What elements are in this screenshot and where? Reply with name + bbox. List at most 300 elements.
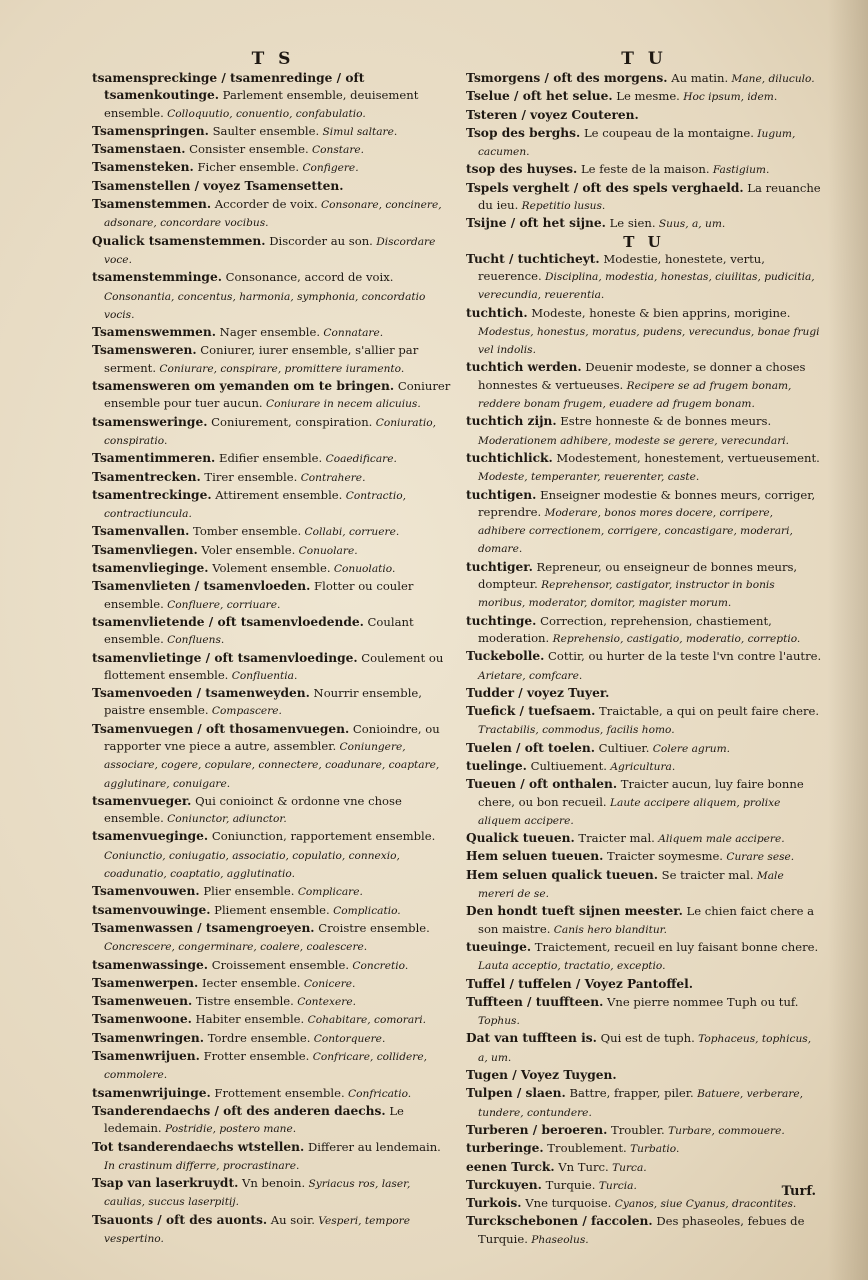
headword: Tsamentrecken. [92, 469, 201, 484]
latin-gloss: Confricatio. [344, 1087, 412, 1100]
french-gloss: Croistre ensemble. [314, 920, 430, 935]
dictionary-entry [466, 1177, 822, 1195]
latin-gloss: Complicatio. [329, 904, 401, 917]
latin-gloss: Cohabitare, comorari. [304, 1014, 426, 1027]
dictionary-entry [92, 902, 454, 920]
dictionary-entry [466, 758, 822, 776]
latin-gloss: Disciplina, modestia, honestas, ciuilitas, pudicitia, verecundia, reuerentia. [478, 270, 815, 302]
headword: Tspels verghelt / oft des spels verghaeld. [466, 180, 744, 195]
latin-gloss: Connatare. [320, 327, 384, 340]
headword: tuchtich werden. [466, 360, 582, 375]
headword: Tsmorgens / oft des morgens. [466, 71, 668, 85]
french-gloss: Cottir, ou hurter de la teste l'vn contre l'autre. [544, 649, 822, 664]
dictionary-entry [92, 1011, 454, 1029]
headword: tsamenvueger. [92, 793, 192, 808]
french-gloss: Attirement ensemble. [211, 487, 343, 502]
french-gloss: Vne turquoise. [521, 1196, 612, 1211]
dictionary-entry [466, 994, 822, 1031]
french-gloss: Estre honneste & de bonnes meurs. [556, 414, 772, 429]
headword: Tudder / voyez Tuyer. [466, 685, 610, 700]
dictionary-entry [92, 141, 454, 159]
french-gloss: Le feste de la maison. [577, 162, 710, 177]
dictionary-entry [466, 830, 822, 848]
latin-gloss: Mane, diluculo. [728, 73, 815, 85]
french-gloss: Qui est de tuph. [596, 1031, 695, 1046]
headword: Tsauonts / oft des auonts. [92, 1212, 268, 1227]
headword: tsop des huyses. [466, 162, 578, 177]
headword: Dat van tuffteen is. [466, 1031, 597, 1046]
headword: tsamenstemminge. [92, 270, 222, 285]
french-gloss: Consonance, accord de voix. [221, 270, 394, 285]
french-gloss: Flotter ou couler ensemble. [104, 579, 414, 611]
latin-gloss: In crastinum differre, procrastinare. [104, 1159, 300, 1172]
latin-gloss: Moderationem adhibere, modeste se gerere, verecundari. [478, 434, 790, 447]
dictionary-entry [466, 1213, 822, 1249]
latin-gloss: Conicere. [300, 977, 356, 990]
dictionary-entry [466, 215, 822, 233]
french-gloss: Accorder de voix. [211, 197, 318, 212]
headword: tuchtichlick. [466, 450, 553, 465]
dictionary-entry [466, 1122, 822, 1140]
dictionary-entry [92, 1030, 454, 1048]
french-gloss: Habiter ensemble. [191, 1012, 305, 1027]
dictionary-entry [92, 469, 454, 487]
french-gloss: Parlement ensemble, deuisement ensemble. [104, 88, 419, 120]
dictionary-entry [92, 196, 454, 233]
french-gloss: Coniurer, iurer ensemble, s'allier par serment. [104, 343, 419, 375]
dictionary-entry [466, 70, 822, 88]
french-gloss: Pliement ensemble. [210, 902, 330, 917]
headword: tsamentreckinge. [92, 487, 212, 502]
latin-gloss: Postridie, postero mane. [161, 1123, 297, 1136]
headword: Tsamenvouwen. [92, 884, 200, 899]
dictionary-entry [466, 613, 822, 649]
headword: Tugen / Voyez Tuygen. [466, 1068, 617, 1083]
latin-gloss: Reprehensor, castigator, instructor in bonis moribus, moderator, domitor, magister morum. [478, 579, 775, 610]
headword: Tselue / oft het selue. [466, 89, 613, 104]
french-gloss: Coniurer ensemble pour tuer aucun. [104, 379, 451, 411]
headword: Tsamenstaen. [92, 142, 186, 157]
headword: tsamenvouwinge. [92, 902, 211, 917]
latin-gloss: Compascere. [208, 705, 282, 718]
headword: tuchtiger. [466, 559, 533, 574]
dictionary-entry [466, 125, 822, 162]
latin-gloss: Conuolare. [295, 544, 358, 557]
dictionary-entry [466, 305, 822, 360]
dictionary-entry [92, 957, 454, 975]
headword: Turkois. [466, 1196, 522, 1211]
french-gloss: Coniunction, rapportement ensemble. [208, 829, 436, 844]
headword: Tuffel / tuffelen / Voyez Pantoffel. [466, 976, 694, 991]
latin-gloss: Reprehensio, castigatio, moderatio, correptio. [549, 632, 801, 645]
latin-gloss: Concretio. [349, 959, 409, 972]
headword: tuchtinge. [466, 613, 537, 628]
headword: Turckuyen. [466, 1177, 542, 1192]
latin-gloss: Complicare. [294, 886, 363, 899]
headword: tsamenspreckinge / tsamenredinge / oft tsamenkoutinge. [92, 71, 365, 103]
headword: Hem seluen tueuen. [466, 849, 604, 864]
dictionary-entry [466, 976, 822, 994]
french-gloss: Frotter ensemble. [199, 1049, 310, 1064]
dictionary-entry [92, 324, 454, 342]
dictionary-entry [466, 107, 822, 125]
latin-gloss: Modeste, temperanter, reuerenter, caste. [478, 471, 700, 484]
headword: Tsamensweren. [92, 343, 197, 358]
headword: turberinge. [466, 1141, 544, 1156]
dictionary-entry [92, 450, 454, 468]
dictionary-entry [92, 233, 454, 270]
headword: Hem seluen qualick tueuen. [466, 867, 658, 882]
dictionary-entry [466, 450, 822, 487]
dictionary-entry [466, 1159, 822, 1177]
headword: Tsamenvallen. [92, 524, 190, 539]
latin-gloss: Turca. [608, 1161, 647, 1174]
french-gloss: Edifier ensemble. [215, 451, 323, 466]
headword: Tsamenwrijuen. [92, 1049, 200, 1064]
french-gloss: Des phaseoles, febues de Turquie. [478, 1214, 805, 1246]
headword: Tsamenvliegen. [92, 542, 198, 557]
headword: tuelinge. [466, 758, 527, 773]
latin-gloss: Iugum, cacumen. [478, 127, 796, 159]
right-entries-after [466, 251, 822, 1249]
left-column [92, 48, 454, 1248]
latin-gloss: Repetitio lusus. [518, 200, 606, 213]
signature-left: T S [251, 49, 295, 69]
dictionary-entry [466, 703, 822, 740]
french-gloss: Discorder au son. [265, 233, 373, 248]
catchword: Turf. [781, 1184, 816, 1199]
headword: Tsamenvoeden / tsamenweyden. [92, 686, 310, 701]
latin-gloss: Moderare, bonos mores docere, corripere, adhibere correctionem, corrigere, concastigare, moderari, domare. [478, 506, 793, 556]
french-gloss: Traictement, recueil en luy faisant bonne chere. [531, 939, 819, 954]
latin-gloss: Configere. [299, 162, 359, 175]
french-gloss: Saulter ensemble. [208, 123, 320, 138]
headword: Turckschebonen / faccolen. [466, 1214, 653, 1229]
dictionary-entry [466, 180, 822, 216]
headword: tueuinge. [466, 939, 532, 954]
latin-gloss: Recipere se ad frugem bonam, reddere bonam frugem, euadere ad frugem bonam. [478, 379, 792, 411]
headword: Tucht / tuchticheyt. [466, 251, 600, 266]
latin-gloss: Aliquem male accipere. [654, 833, 785, 846]
french-gloss: Correction, reprehension, chastiement, moderation. [478, 613, 772, 645]
latin-gloss: Collabi, corruere. [301, 526, 400, 539]
french-gloss: Le ledemain. [104, 1103, 404, 1136]
headword: eenen Turck. [466, 1159, 555, 1174]
right-column [466, 48, 822, 1249]
dictionary-entry [466, 740, 822, 758]
french-gloss: Le coupeau de la montaigne. [580, 125, 754, 140]
french-gloss: Turquie. [541, 1177, 596, 1192]
dictionary-entry [466, 939, 822, 976]
dictionary-entry [92, 920, 454, 957]
french-gloss: Croissement ensemble. [208, 957, 350, 972]
french-gloss: Traicter soymesme. [603, 849, 723, 864]
french-gloss: Le sien. [605, 216, 656, 231]
left-entries [92, 70, 454, 1248]
dictionary-entry [92, 1175, 454, 1212]
dictionary-entry [466, 776, 822, 830]
french-gloss: Plier ensemble. [199, 884, 295, 899]
french-gloss: La reuanche du ieu. [478, 180, 821, 213]
latin-gloss: Consonantia, concentus, harmonia, symphonia, concordatio vocis. [104, 290, 426, 321]
french-gloss: Ficher ensemble. [193, 160, 300, 175]
headword: Tsamenwoone. [92, 1012, 192, 1027]
french-gloss: Vn benoin. [238, 1176, 306, 1191]
french-gloss: Consister ensemble. [185, 142, 309, 157]
latin-gloss: Coniungere, associare, cogere, copulare, connectere, coadunare, coaptare, agglutinare, conuigare. [104, 740, 440, 790]
latin-gloss: Coniuratio, conspiratio. [104, 416, 436, 447]
dictionary-entry [466, 903, 822, 939]
french-gloss: Tistre ensemble. [192, 994, 294, 1009]
headword: tsamensweringe. [92, 414, 208, 429]
headword: tuchtigen. [466, 487, 537, 502]
dictionary-entry [92, 123, 454, 141]
latin-gloss: Contorquere. [310, 1032, 386, 1045]
section-heading-tu: T U [623, 232, 665, 251]
dictionary-entry [92, 378, 454, 414]
headword: Tuckebolle. [466, 649, 545, 664]
latin-gloss: Turbatio. [626, 1143, 680, 1156]
latin-gloss: Coniurare in necem alicuius. [262, 398, 421, 411]
latin-gloss: Tophus. [478, 1015, 520, 1028]
latin-gloss: Turbare, commouere. [664, 1124, 785, 1137]
headword: Tsamenvlieten / tsamenvloeden. [92, 579, 311, 594]
headword: Tuefick / tuefsaem. [466, 704, 596, 719]
dictionary-entry [466, 413, 822, 450]
headword: tsamenwrijuinge. [92, 1085, 211, 1100]
latin-gloss: Constare. [308, 144, 365, 157]
latin-gloss: Contractio, contractiuncula. [104, 489, 406, 521]
dictionary-entry [92, 523, 454, 541]
french-gloss: Troublement. [543, 1141, 627, 1156]
dictionary-entry [466, 867, 822, 904]
dictionary-entry [92, 487, 454, 524]
dictionary-entry [466, 1030, 822, 1067]
headword: tsamenvlietinge / oft tsamenvloedinge. [92, 650, 358, 665]
dictionary-entry [466, 88, 822, 106]
latin-gloss: Coniunctor, adiunctor. [163, 813, 287, 826]
dictionary-entry [92, 993, 454, 1011]
headword: Tulpen / slaen. [466, 1086, 566, 1101]
french-gloss: Troubler. [607, 1122, 665, 1137]
latin-gloss: Laute accipere aliquem, prolixe aliquem accipere. [478, 796, 781, 827]
headword: Tsamentimmeren. [92, 451, 216, 466]
french-gloss: Vn Turc. [554, 1159, 609, 1174]
dictionary-entry [466, 1195, 822, 1213]
latin-gloss: Turcia. [595, 1179, 637, 1192]
french-gloss: Qui conioinct & ordonne vne chose ensemble. [104, 793, 402, 826]
headword: Tsamenstellen / voyez Tsamensetten. [92, 178, 344, 193]
dictionary-entry [466, 559, 822, 613]
latin-gloss: Hoc ipsum, idem. [679, 91, 778, 104]
latin-gloss: Suus, a, um. [655, 218, 726, 231]
latin-gloss: Fastigium. [709, 164, 770, 177]
headword: Qualick tsamenstemmen. [92, 233, 266, 248]
dictionary-entry [466, 648, 822, 685]
headword: Tsamenswemmen. [92, 325, 216, 340]
headword: Turberen / beroeren. [466, 1122, 608, 1137]
french-gloss: Traicter aucun, luy faire bonne chere, ou bon recueil. [478, 777, 804, 809]
french-gloss: Modeste, honeste & bien apprins, morigine. [527, 305, 791, 320]
latin-gloss: Male mereri de se. [478, 869, 784, 901]
latin-gloss: Tophaceus, tophicus, a, um. [478, 1033, 812, 1064]
latin-gloss: Vesperi, tempore vespertino. [104, 1214, 410, 1245]
dictionary-entry [92, 269, 454, 324]
dictionary-entry [466, 1140, 822, 1158]
headword: Tsamenstemmen. [92, 197, 212, 212]
french-gloss: Au soir. [267, 1212, 315, 1227]
dictionary-entry [466, 487, 822, 559]
latin-gloss: Confricare, collidere, commolere. [104, 1051, 427, 1082]
french-gloss: Iecter ensemble. [198, 975, 301, 990]
dictionary-entry [92, 159, 454, 177]
latin-gloss: Batuere, verberare, tundere, contundere. [478, 1088, 804, 1119]
french-gloss: Voler ensemble. [197, 542, 296, 557]
latin-gloss: Syriacus ros, laser, caulias, succus laserpitij. [104, 1178, 411, 1209]
dictionary-entry [92, 1139, 454, 1176]
dictionary-entry [92, 650, 454, 686]
headword: Tueuen / oft onthalen. [466, 777, 618, 792]
signature-right: T U [621, 49, 667, 69]
headword: tuchtich zijn. [466, 414, 557, 429]
french-gloss: Volement ensemble. [208, 561, 331, 576]
latin-gloss: Coniurare, conspirare, promittere iuramento. [156, 362, 405, 375]
dictionary-entry [92, 883, 454, 901]
dictionary-entry [92, 1212, 454, 1249]
headword: Tsamenspringen. [92, 123, 209, 138]
french-gloss: Coulant ensemble. [104, 614, 414, 647]
headword: tsamenvueginge. [92, 829, 209, 844]
headword: Tsamenwerpen. [92, 975, 199, 990]
headword: Tsamenwassen / tsamengroeyen. [92, 920, 315, 935]
headword: Tsijne / oft het sijne. [466, 216, 606, 231]
dictionary-entry [466, 848, 822, 866]
dictionary-entry [92, 975, 454, 993]
french-gloss: Cultiuement. [526, 758, 607, 773]
latin-gloss: Confluentia. [228, 669, 298, 682]
dictionary-entry [92, 178, 454, 196]
latin-gloss: Consonare, concinere, adsonare, concordare vocibus. [104, 199, 442, 230]
headword: Tsanderendaechs / oft des anderen daechs. [92, 1103, 386, 1118]
french-gloss: Vne pierre nommee Tuph ou tuf. [603, 994, 799, 1009]
french-gloss: Le chien faict chere a son maistre. [478, 904, 815, 936]
french-gloss: Coulement ou flottement ensemble. [104, 650, 444, 682]
latin-gloss: Contrahere. [297, 471, 366, 484]
french-gloss: Traicter mal. [574, 831, 655, 846]
dictionary-entry [92, 1103, 454, 1139]
dictionary-entry [92, 721, 454, 793]
latin-gloss: Lauta acceptio, tractatio, exceptio. [478, 960, 666, 973]
dictionary-entry [466, 251, 822, 305]
french-gloss: Traictable, a qui on peult faire chere. [595, 704, 820, 719]
dictionary-entry [92, 828, 454, 883]
french-gloss: Battre, frapper, piler. [565, 1086, 694, 1101]
headword: Den hondt tueft sijnen meester. [466, 904, 683, 919]
latin-gloss: Curare sese. [723, 851, 795, 864]
dictionary-entry [466, 1067, 822, 1085]
french-gloss: Modestement, honestement, vertueusement. [552, 450, 820, 465]
french-gloss: Enseigner modestie & bonnes meurs, corriger, reprendre. [478, 487, 816, 519]
french-gloss: Frottement ensemble. [210, 1085, 345, 1100]
french-gloss: Tomber ensemble. [189, 524, 302, 539]
french-gloss: Tirer ensemble. [200, 469, 298, 484]
headword: Tuffteen / tuuffteen. [466, 994, 604, 1009]
latin-gloss: Confluere, corriuare. [163, 598, 281, 611]
latin-gloss: Contexere. [293, 996, 356, 1009]
dictionary-entry [466, 685, 822, 703]
latin-gloss: Colloquutio, conuentio, confabulatio. [163, 107, 366, 120]
french-gloss: Deuenir modeste, se donner a choses honnestes & vertueuses. [478, 360, 806, 392]
headword: tsamensweren om yemanden om te bringen. [92, 379, 395, 394]
headword: Tsamenvuegen / oft thosamenvuegen. [92, 721, 350, 736]
headword: Tsop des berghs. [466, 125, 581, 140]
latin-gloss: Canis hero blanditur. [550, 923, 667, 936]
latin-gloss: Simul saltare. [319, 125, 398, 138]
dictionary-entry [466, 359, 822, 413]
latin-gloss: Cyanos, siue Cyanus, dracontites. [611, 1198, 797, 1211]
headword: Tot tsanderendaechs wtstellen. [92, 1139, 305, 1154]
french-gloss: Repreneur, ou enseigneur de bonnes meurs, dompteur. [478, 559, 798, 592]
french-gloss: Modestie, honestete, vertu, reuerence. [478, 251, 765, 283]
dictionary-entry [466, 161, 822, 179]
dictionary-entry [92, 1048, 454, 1085]
french-gloss: Le mesme. [612, 89, 680, 104]
dictionary-entry [92, 685, 454, 721]
headword: Tsamenwringen. [92, 1030, 205, 1045]
french-gloss: Conioindre, ou rapporter vne piece a autre, assembler. [104, 721, 440, 753]
french-gloss: Se traicter mal. [657, 867, 754, 882]
dictionary-entry [92, 414, 454, 451]
headword: Qualick tueuen. [466, 831, 575, 846]
latin-gloss: Arietare, comfcare. [478, 669, 583, 682]
latin-gloss: Phaseolus. [527, 1233, 589, 1246]
latin-gloss: Agricultura. [606, 760, 676, 773]
headword: Tsap van laserkruydt. [92, 1176, 239, 1191]
latin-gloss: Modestus, honestus, moratus, pudens, verecundus, bonae frugi vel indolis. [478, 325, 820, 357]
headword: Tsteren / voyez Couteren. [466, 107, 639, 122]
dictionary-entry [92, 342, 454, 378]
page-edge-shadow [828, 0, 868, 1280]
latin-gloss: Colere agrum. [649, 742, 730, 755]
french-gloss: Au matin. [667, 71, 729, 85]
headword: Tsamensteken. [92, 160, 194, 175]
french-gloss: Cultiuer. [595, 740, 650, 755]
headword: Tsamenweuen. [92, 994, 193, 1009]
latin-gloss: Coaedificare. [322, 453, 397, 466]
dictionary-entry [92, 578, 454, 614]
headword: tuchtich. [466, 305, 528, 320]
dictionary-entry [92, 70, 454, 123]
right-entries-before [466, 70, 822, 234]
headword: tsamenwassinge. [92, 957, 209, 972]
dictionary-entry [92, 793, 454, 829]
latin-gloss: Concrescere, congerminare, coalere, coalescere. [104, 941, 368, 954]
dictionary-entry [466, 1085, 822, 1122]
dictionary-entry [92, 542, 454, 560]
latin-gloss: Tractabilis, commodus, facilis homo. [478, 724, 675, 737]
latin-gloss: Discordare voce. [104, 235, 436, 266]
latin-gloss: Coniunctio, coniugatio, associatio, copulatio, connexio, coadunatio, coaptatio, agglutinatio. [104, 849, 400, 881]
dictionary-entry [92, 1085, 454, 1103]
latin-gloss: Conuolatio. [330, 563, 396, 576]
french-gloss: Differer au lendemain. [304, 1139, 441, 1154]
dictionary-entry [92, 560, 454, 578]
headword: tsamenvlietende / oft tsamenvloedende. [92, 614, 364, 629]
latin-gloss: Confluens. [163, 634, 225, 647]
french-gloss: Tordre ensemble. [204, 1030, 311, 1045]
headword: Tuelen / oft toelen. [466, 740, 595, 755]
headword: tsamenvlieginge. [92, 561, 209, 576]
